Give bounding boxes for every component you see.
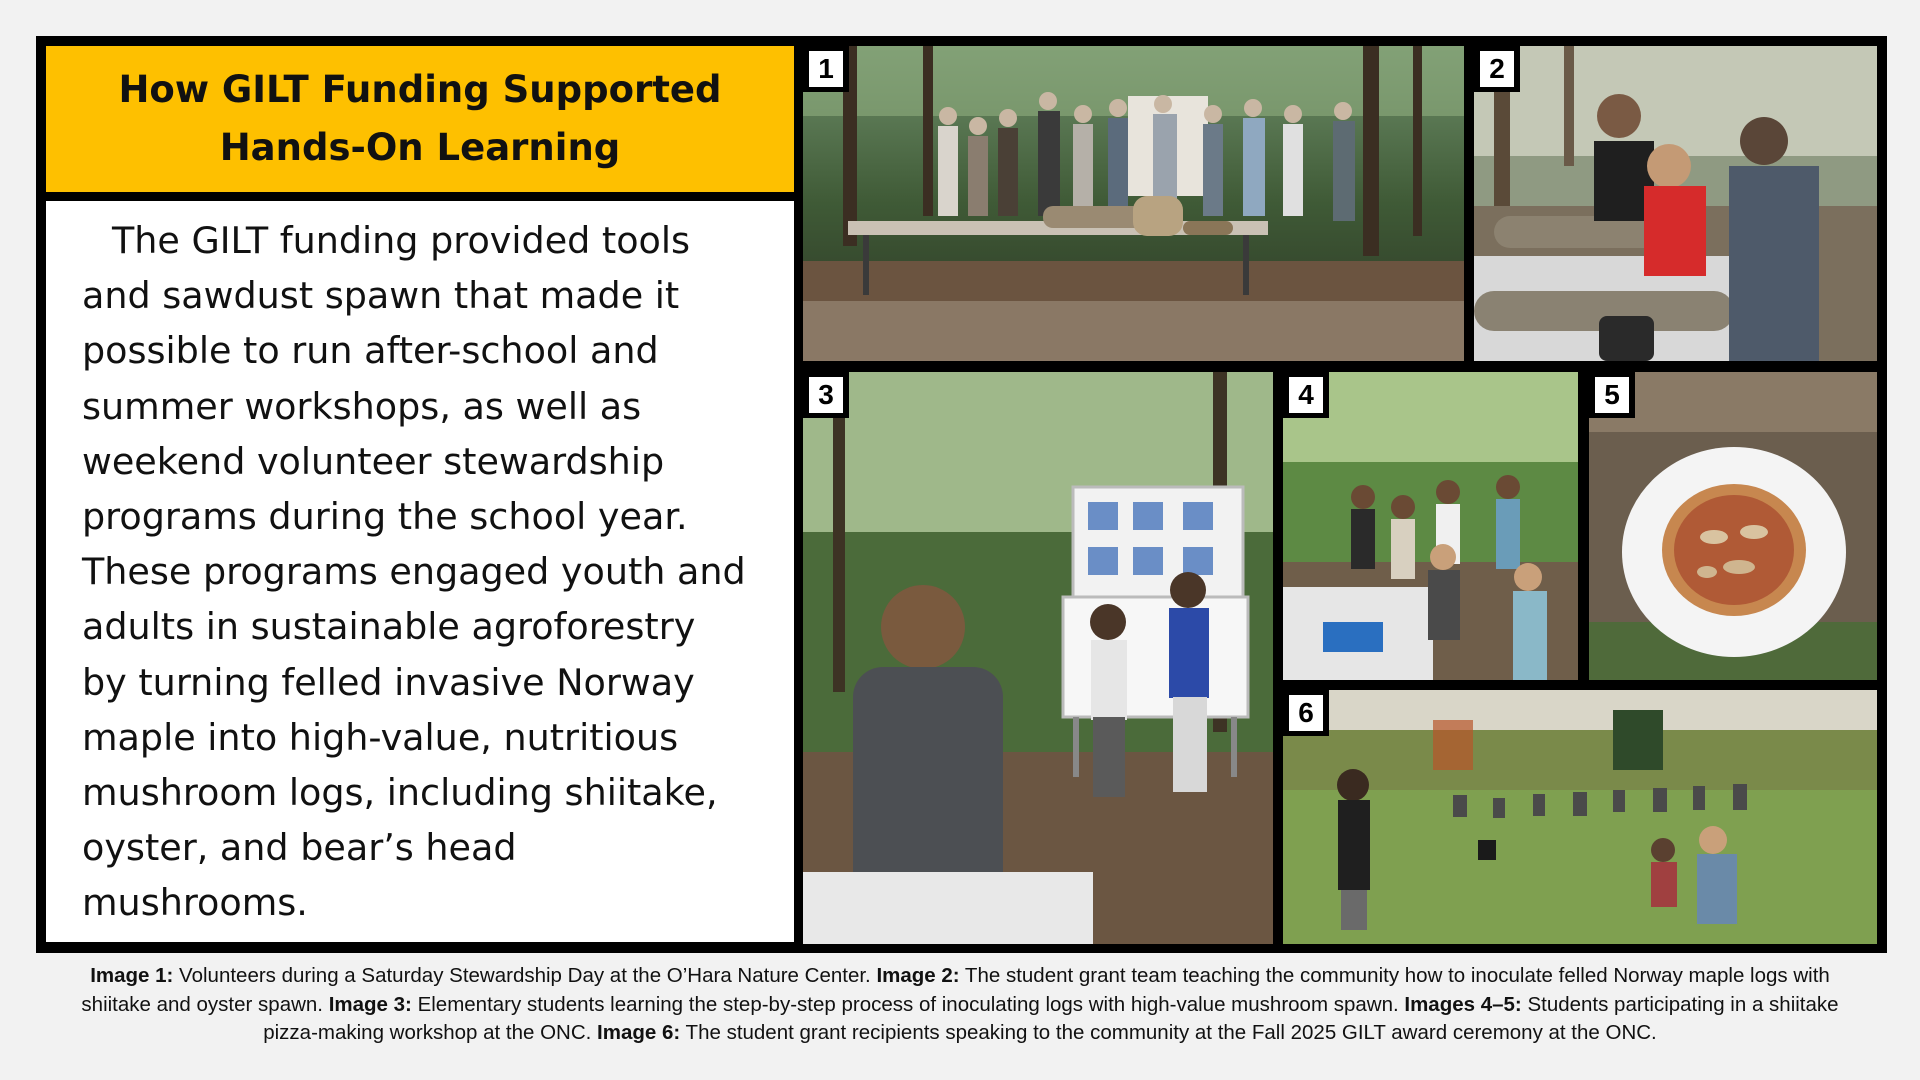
caption-text-image1: Volunteers during a Saturday Stewardship Day at the O’Hara Nature Center. [173, 964, 877, 987]
title-line-1: How GILT Funding Supported [118, 68, 722, 111]
figure-caption [56, 962, 1864, 1048]
photo-1-volunteers [803, 46, 1464, 361]
caption-label-image6: Image 6: [597, 1021, 681, 1044]
caption-label-images45: Images 4–5: [1404, 992, 1522, 1016]
caption-label-image3: Image 3: [328, 992, 412, 1016]
photo-number-badge: 3 [803, 372, 849, 418]
body-line: maple into high-value, nutritious [82, 715, 679, 759]
caption-text-image6: The student grant recipients speaking to the community at the Fall 2025 GILT award ceremony at the ONC. [680, 1021, 1657, 1044]
body-line: mushroom logs, including shiitake, [82, 771, 718, 815]
body-line: oyster, and bear’s head [82, 826, 517, 870]
photo-pizza-workshop-icon [1283, 372, 1578, 680]
title-banner [46, 46, 794, 192]
photo-inoculating-logs-icon [1474, 46, 1877, 361]
body-line: possible to run after-school and [82, 329, 659, 373]
body-line: by turning felled invasive Norway [82, 660, 695, 704]
body-line: These programs engaged youth and [82, 550, 746, 594]
photo-6-award-ceremony [1283, 690, 1877, 944]
body-line: adults in sustainable agroforestry [82, 605, 696, 649]
photo-shiitake-pizza-icon [1589, 372, 1877, 680]
photo-volunteers-group-icon [803, 46, 1464, 361]
caption-label-image1: Image 1: [90, 964, 174, 987]
caption-text-image3: Elementary students learning the step-by-step process of inoculating logs with high-value mushroom spawn. [411, 992, 1405, 1016]
photo-5-shiitake-pizza [1589, 372, 1877, 680]
body-line: summer workshops, as well as [82, 384, 642, 428]
photo-3-whiteboard [803, 372, 1273, 944]
photo-number-badge: 2 [1474, 46, 1520, 92]
photo-students-whiteboard-icon [803, 372, 1273, 944]
body-line: and sawdust spawn that made it [82, 274, 680, 318]
title-line-2: Hands-On Learning [219, 126, 621, 169]
photo-number-badge: 1 [803, 46, 849, 92]
body-line: The GILT funding provided tools [112, 219, 691, 262]
body-line: mushrooms. [82, 881, 308, 925]
photo-number-badge: 6 [1283, 690, 1329, 736]
photo-number-badge: 5 [1589, 372, 1635, 418]
photo-4-pizza-workshop [1283, 372, 1578, 680]
caption-text-image2: The student grant team teaching the community how to inoculate felled Norway maple logs with shiitake and oyster spawn. [81, 964, 1830, 1016]
photo-number-badge: 4 [1283, 372, 1329, 418]
photo-2-inoculating [1474, 46, 1877, 361]
caption-label-image2: Image 2: [876, 964, 960, 987]
body-line: programs during the school year. [82, 495, 688, 539]
photo-award-ceremony-icon [1283, 690, 1877, 944]
body-line: weekend volunteer stewardship [82, 439, 665, 483]
caption-text-images45: Students participating in a shiitake pizza-making workshop at the ONC. [263, 992, 1839, 1044]
body-text-box [46, 201, 794, 942]
